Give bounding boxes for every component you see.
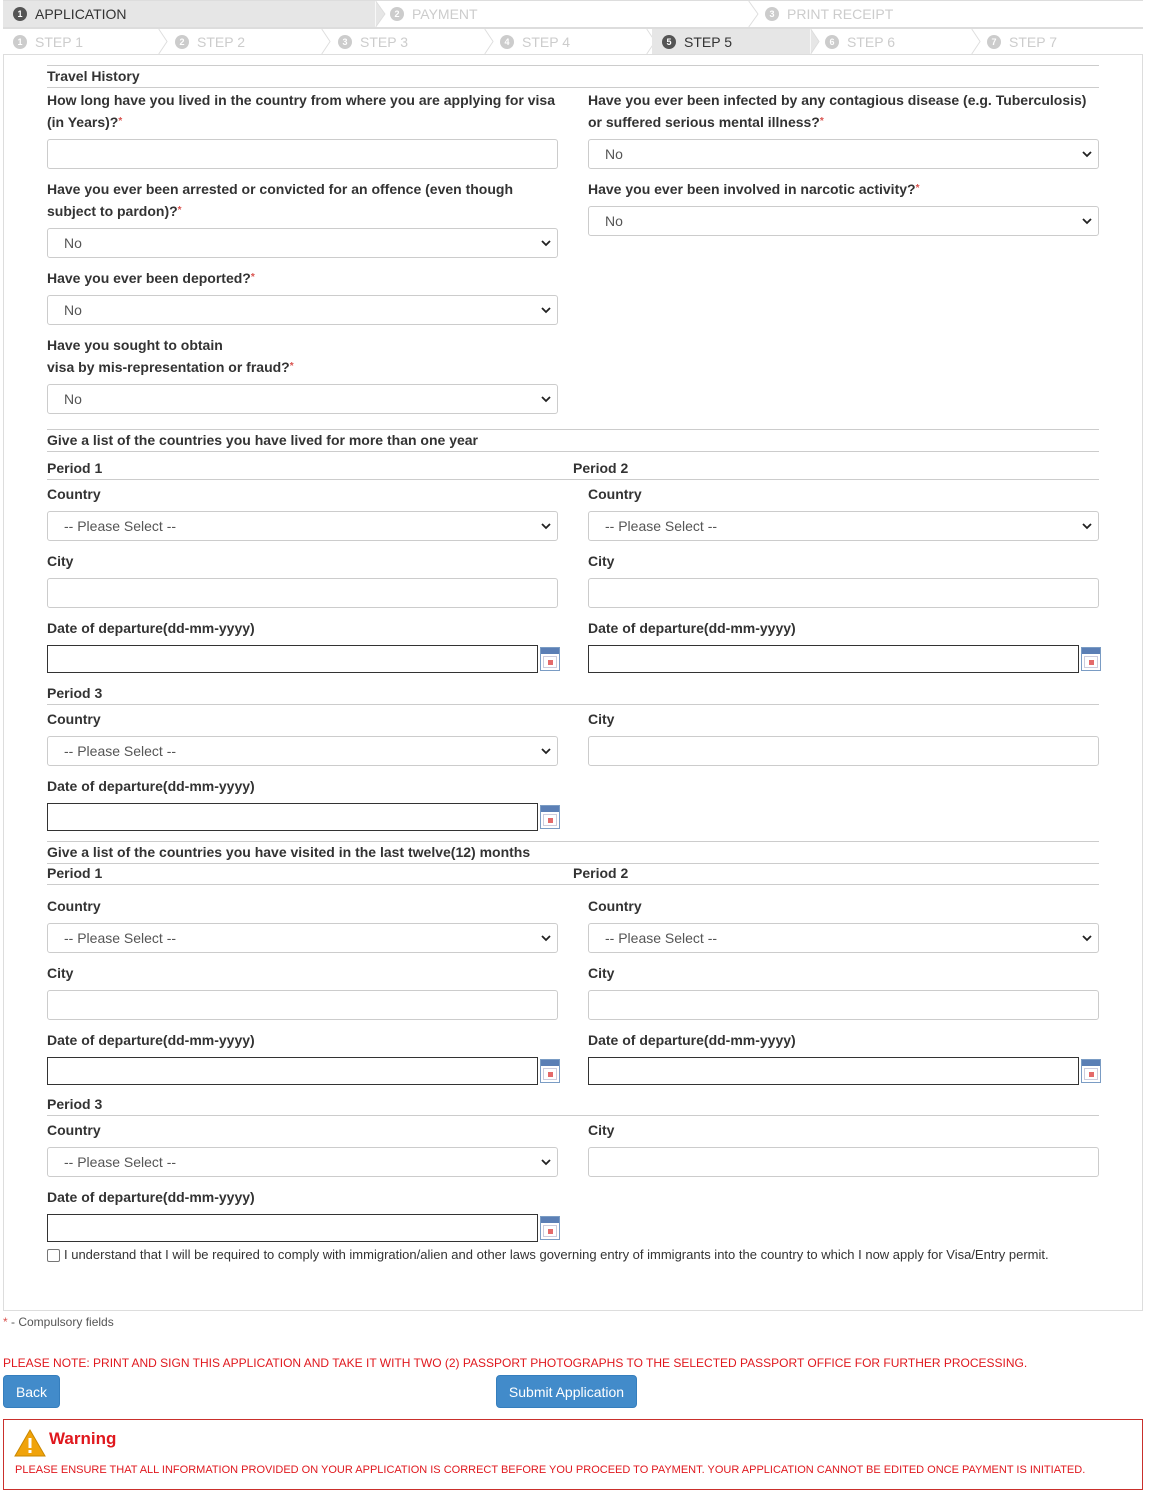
lived-p1-country-label: Country <box>47 486 101 502</box>
visited-p3-country-label: Country <box>47 1122 101 1138</box>
years-lived-question: How long have you lived in the country from where you are applying for visa (in Years)? <box>47 92 555 130</box>
wizard-sub-steps <box>3 28 1143 55</box>
visited-p1-country-label: Country <box>47 898 101 914</box>
lived-p3-date-label: Date of departure(dd-mm-yyyy) <box>47 778 255 794</box>
main-step-application[interactable] <box>3 1 375 27</box>
visited-p3-date-label: Date of departure(dd-mm-yyyy) <box>47 1189 255 1205</box>
select-value: -- Please Select -- <box>605 518 718 534</box>
visited-p3-city-label: City <box>588 1122 615 1138</box>
calendar-icon[interactable] <box>1081 1059 1101 1083</box>
visited-p1-date-input[interactable] <box>47 1057 538 1085</box>
chevron-down-icon <box>1082 521 1092 531</box>
print-notice: PLEASE NOTE: PRINT AND SIGN THIS APPLICATION AND TAKE IT WITH TWO (2) PASSPORT PHOTOGRAPHS TO THE SELECTED PASSPORT OFFICE FOR FURTHER PROCESSING. <box>3 1356 1028 1370</box>
fraud-question-line2: visa by mis-representation or fraud? <box>47 359 290 375</box>
sub-step-3[interactable] <box>328 29 484 54</box>
lived-p1-date-input[interactable] <box>47 645 538 673</box>
sub-step-label: STEP 7 <box>1009 33 1057 50</box>
select-value: -- Please Select -- <box>64 1154 177 1170</box>
lived-p3-country-label: Country <box>47 711 101 727</box>
select-value: -- Please Select -- <box>605 930 718 946</box>
sub-step-4[interactable] <box>490 29 646 54</box>
calendar-icon[interactable] <box>540 1216 560 1240</box>
main-step-payment[interactable] <box>380 1 748 27</box>
sub-step-label: STEP 4 <box>522 33 570 50</box>
declaration-checkbox[interactable] <box>47 1249 60 1262</box>
chevron-down-icon <box>541 394 551 404</box>
visited-p3-city-input[interactable] <box>588 1147 1099 1177</box>
required-mark: * <box>819 116 824 127</box>
lived-p2-city-input[interactable] <box>588 578 1099 608</box>
required-mark: * <box>250 272 255 283</box>
fraud-question-line1: Have you sought to obtain <box>47 337 223 353</box>
required-mark: * <box>177 205 182 216</box>
step-number-badge: 1 <box>13 35 27 49</box>
deported-question: Have you ever been deported? <box>47 270 251 286</box>
visited-countries-heading: Give a list of the countries you have visited in the last twelve(12) months <box>47 841 1099 864</box>
deported-label <box>47 267 558 289</box>
submit-application-button[interactable]: Submit Application <box>496 1375 637 1408</box>
lived-p3-city-label: City <box>588 711 615 727</box>
warning-text: PLEASE ENSURE THAT ALL INFORMATION PROVIDED ON YOUR APPLICATION IS CORRECT BEFORE YOU PROCEED TO PAYMENT. YOUR APPLICATION CANNOT BE EDITED ONCE PAYMENT IS INITIATED. <box>15 1464 1086 1476</box>
lived-period3-heading: Period 3 <box>47 685 1099 705</box>
select-value: No <box>64 235 82 251</box>
step-number-badge: 6 <box>825 35 839 49</box>
main-step-label: PAYMENT <box>412 6 478 22</box>
lived-period1-heading: Period 1 <box>47 460 573 480</box>
visited-p3-country-select[interactable] <box>47 1147 558 1177</box>
select-value: -- Please Select -- <box>64 518 177 534</box>
lived-p2-date-label: Date of departure(dd-mm-yyyy) <box>588 620 796 636</box>
lived-p2-date-input[interactable] <box>588 645 1079 673</box>
warning-box <box>3 1419 1143 1490</box>
declaration-text: I understand that I will be required to comply with immigration/alien and other laws governing entry of immigrants into the country to which I now apply for Visa/Entry permit. <box>64 1247 1049 1262</box>
warning-icon <box>14 1429 46 1457</box>
visited-p2-date-input[interactable] <box>588 1057 1079 1085</box>
step-number-badge: 4 <box>500 35 514 49</box>
calendar-icon[interactable] <box>1081 647 1101 671</box>
main-step-label: PRINT RECEIPT <box>787 6 894 22</box>
lived-p3-city-input[interactable] <box>588 736 1099 766</box>
fraud-select[interactable] <box>47 384 558 414</box>
sub-step-label: STEP 2 <box>197 33 245 50</box>
required-mark: * <box>915 183 920 194</box>
deported-select[interactable] <box>47 295 558 325</box>
narcotic-label <box>588 178 1099 200</box>
select-value: -- Please Select -- <box>64 930 177 946</box>
sub-step-5[interactable] <box>652 29 810 54</box>
chevron-down-icon <box>541 746 551 756</box>
chevron-down-icon <box>1082 933 1092 943</box>
visited-p2-city-input[interactable] <box>588 990 1099 1020</box>
chevron-down-icon <box>1082 149 1092 159</box>
contagious-question: Have you ever been infected by any contagious disease (e.g. Tuberculosis) or suffered serious mental illness? <box>588 92 1087 130</box>
select-value: -- Please Select -- <box>64 743 177 759</box>
visited-p1-city-input[interactable] <box>47 990 558 1020</box>
sub-step-label: STEP 6 <box>847 33 895 50</box>
visited-period2-heading: Period 2 <box>573 865 1099 885</box>
sub-step-2[interactable] <box>165 29 321 54</box>
lived-p3-date-input[interactable] <box>47 803 538 831</box>
step-number-badge: 1 <box>13 7 27 21</box>
compulsory-text: - Compulsory fields <box>7 1315 114 1329</box>
visited-p2-country-label: Country <box>588 898 642 914</box>
lived-p1-city-input[interactable] <box>47 578 558 608</box>
lived-period2-heading: Period 2 <box>573 460 1099 480</box>
narcotic-select[interactable] <box>588 206 1099 236</box>
main-step-label: APPLICATION <box>35 6 127 22</box>
required-mark: * <box>3 1315 8 1329</box>
select-value: No <box>605 213 623 229</box>
calendar-icon[interactable] <box>540 805 560 829</box>
years-lived-label <box>47 89 558 133</box>
warning-title: Warning <box>49 1429 117 1448</box>
lived-p2-country-select[interactable] <box>588 511 1099 541</box>
lived-p1-city-label: City <box>47 553 74 569</box>
back-button[interactable]: Back <box>3 1375 60 1408</box>
contagious-label <box>588 89 1099 133</box>
visited-period3-heading: Period 3 <box>47 1096 1099 1116</box>
step-number-badge: 3 <box>338 35 352 49</box>
select-value: No <box>605 146 623 162</box>
lived-p2-country-label: Country <box>588 486 642 502</box>
lived-p1-date-label: Date of departure(dd-mm-yyyy) <box>47 620 255 636</box>
main-step-print-receipt[interactable] <box>755 1 1143 27</box>
visited-p1-city-label: City <box>47 965 74 981</box>
chevron-down-icon <box>541 305 551 315</box>
sub-step-label: STEP 1 <box>35 33 83 50</box>
narcotic-question: Have you ever been involved in narcotic activity? <box>588 181 916 197</box>
step-number-badge: 2 <box>175 35 189 49</box>
lived-p1-country-select[interactable] <box>47 511 558 541</box>
compulsory-note <box>3 1315 114 1329</box>
arrested-question: Have you ever been arrested or convicted for an offence (even though subject to pardon)? <box>47 181 514 219</box>
step-number-badge: 2 <box>390 7 404 21</box>
required-mark: * <box>289 361 294 372</box>
chevron-down-icon <box>1082 216 1092 226</box>
years-lived-input[interactable] <box>47 139 558 169</box>
step-number-badge: 3 <box>765 7 779 21</box>
contagious-select[interactable] <box>588 139 1099 169</box>
sub-step-label: STEP 5 <box>684 33 732 50</box>
sub-step-1[interactable] <box>3 29 158 54</box>
lived-p2-city-label: City <box>588 553 615 569</box>
visited-p2-city-label: City <box>588 965 615 981</box>
visited-period1-heading: Period 1 <box>47 865 573 885</box>
visited-p1-date-label: Date of departure(dd-mm-yyyy) <box>47 1032 255 1048</box>
step-number-badge: 5 <box>662 35 676 49</box>
required-mark: * <box>118 116 123 127</box>
visited-p2-date-label: Date of departure(dd-mm-yyyy) <box>588 1032 796 1048</box>
fraud-label <box>47 334 558 378</box>
wizard-main-steps <box>3 0 1143 28</box>
visited-p3-date-input[interactable] <box>47 1214 538 1242</box>
sub-step-label: STEP 3 <box>360 33 408 50</box>
calendar-icon[interactable] <box>540 647 560 671</box>
step-number-badge: 7 <box>987 35 1001 49</box>
chevron-down-icon <box>541 933 551 943</box>
arrested-label <box>47 178 558 222</box>
sub-step-6[interactable] <box>815 29 971 54</box>
select-value: No <box>64 302 82 318</box>
chevron-down-icon <box>541 521 551 531</box>
calendar-icon[interactable] <box>540 1059 560 1083</box>
chevron-down-icon <box>541 238 551 248</box>
lived-p3-country-select[interactable] <box>47 736 558 766</box>
visited-p1-country-select[interactable] <box>47 923 558 953</box>
sub-step-7[interactable] <box>977 29 1143 54</box>
chevron-down-icon <box>541 1157 551 1167</box>
select-value: No <box>64 391 82 407</box>
visited-p2-country-select[interactable] <box>588 923 1099 953</box>
lived-countries-heading: Give a list of the countries you have lived for more than one year <box>47 429 1099 452</box>
arrested-select[interactable] <box>47 228 558 258</box>
travel-history-heading: Travel History <box>47 65 1099 88</box>
